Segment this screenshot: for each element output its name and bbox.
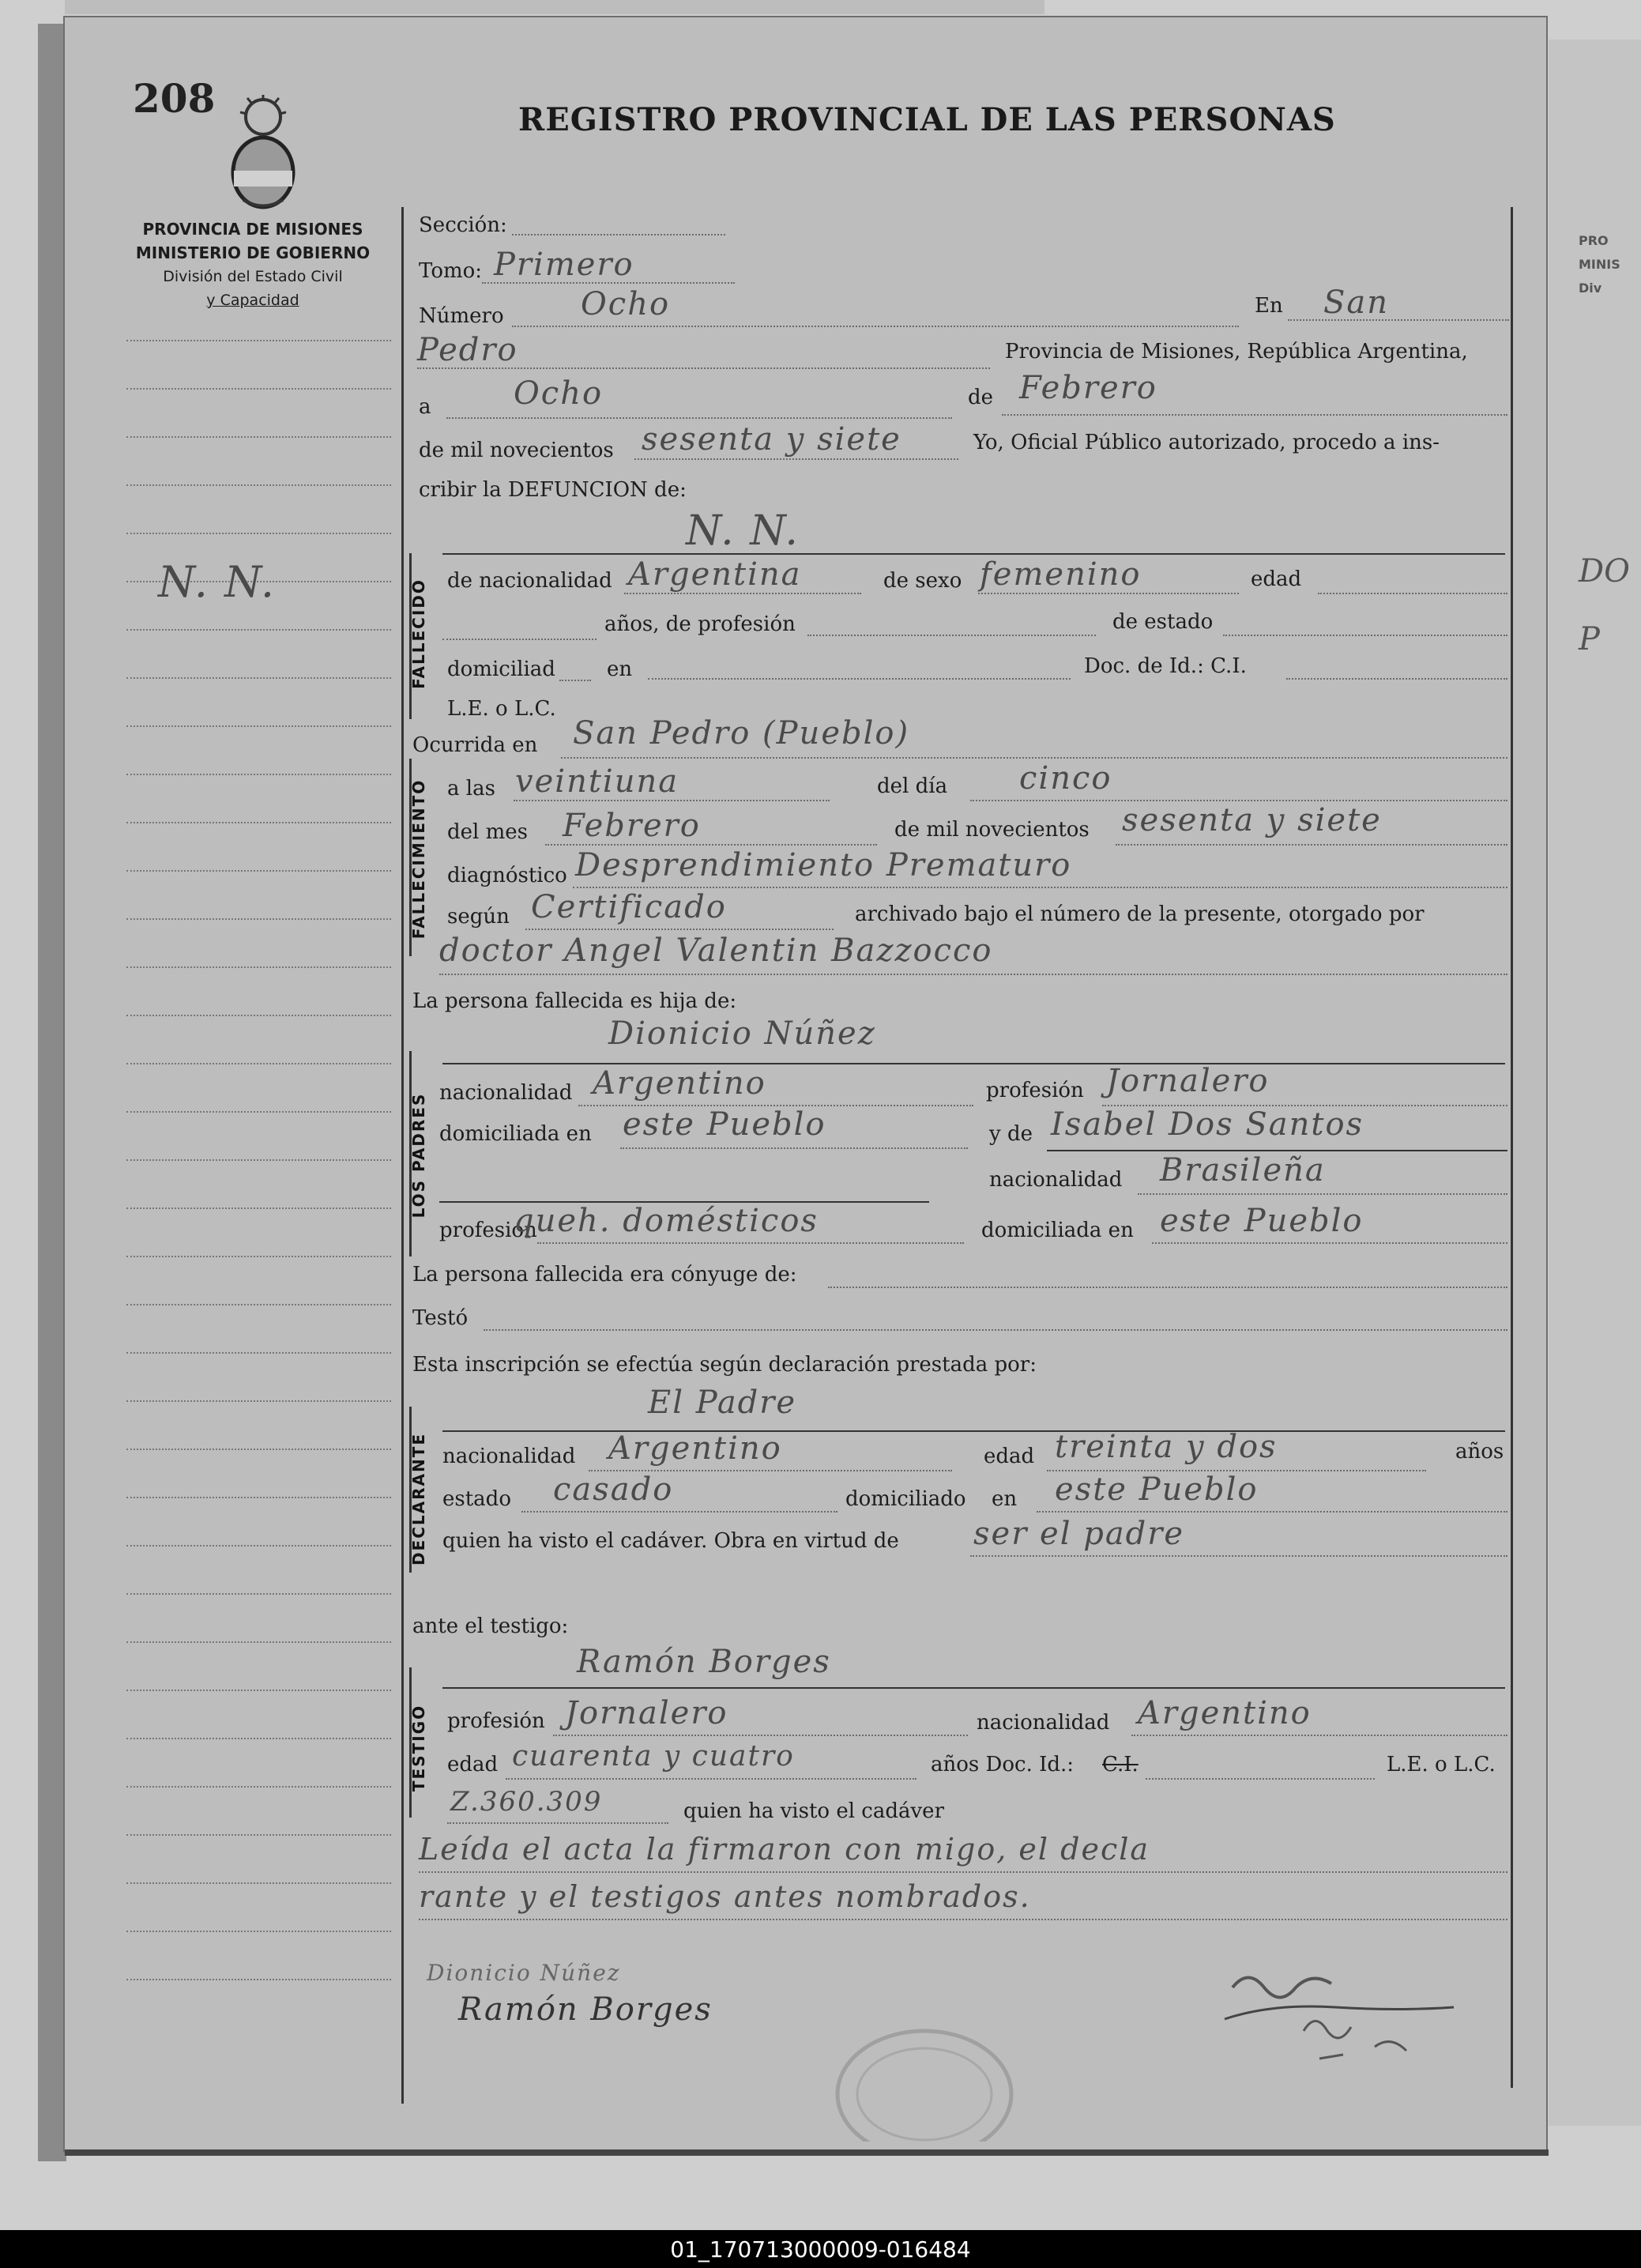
label-provincia: Provincia de Misiones, República Argentina, <box>1005 340 1468 364</box>
madre-dom-line <box>1152 1242 1507 1244</box>
label-numero: Número <box>419 304 504 328</box>
value-segun: Certificado <box>531 889 727 925</box>
margin-line <box>126 1931 391 1932</box>
signature-official <box>1217 1964 1470 2074</box>
label-madre-domiciliada: domiciliada en <box>981 1219 1134 1242</box>
label-decl-en: en <box>992 1487 1018 1511</box>
label-nacionalidad: de nacionalidad <box>447 569 612 593</box>
cierre-linea-1: Leída el acta la firmaron con migo, el decla <box>419 1832 1150 1867</box>
cierre-linea-2: rante y el testigos antes nombrados. <box>419 1879 1031 1914</box>
label-test-visto: quien ha visto el cadáver <box>683 1799 945 1823</box>
margin-line <box>126 918 391 920</box>
value-test-doc: Z.360.309 <box>450 1786 603 1818</box>
nombre-line <box>442 553 1505 555</box>
margin-line <box>126 388 391 390</box>
label-de-mil: de mil novecientos <box>419 439 614 462</box>
ocurrida-line <box>561 757 1507 759</box>
dia-line <box>970 800 1507 801</box>
label-test-edad: edad <box>447 1753 499 1776</box>
margin-line <box>126 1449 391 1450</box>
label-test-nacionalidad: nacionalidad <box>977 1711 1110 1735</box>
decl-estado-line <box>521 1511 837 1513</box>
margin-line <box>126 822 391 823</box>
signature-witness: Ramón Borges <box>458 1991 713 2028</box>
label-en: En <box>1255 294 1283 318</box>
page-number: 208 <box>133 75 216 122</box>
label-en2: en <box>607 657 633 681</box>
label-estado: de estado <box>1112 610 1214 634</box>
label-cribir: cribir la DEFUNCION de: <box>419 478 687 502</box>
value-medico: doctor Angel Valentin Bazzocco <box>439 932 993 969</box>
value-sexo: femenino <box>980 556 1142 593</box>
value-anio: sesenta y siete <box>642 421 901 458</box>
value-madre-nac: Brasileña <box>1160 1152 1326 1189</box>
margin-line <box>126 436 391 438</box>
mes-line <box>1002 414 1507 416</box>
seccion-line <box>512 234 725 235</box>
value-lugar: Pedro <box>417 332 518 368</box>
madre-prof-line <box>537 1242 964 1244</box>
margin-line <box>126 1834 391 1836</box>
label-decl-estado: estado <box>442 1487 511 1511</box>
value-nombre: N. N. <box>686 507 800 555</box>
declarante-line <box>442 1430 1505 1432</box>
margin-line <box>126 1352 391 1354</box>
value-madre: Isabel Dos Santos <box>1051 1106 1364 1143</box>
decl-dom-line <box>1037 1511 1507 1513</box>
margin-line <box>126 1063 391 1064</box>
margin-line <box>126 725 391 727</box>
anio-fall-line <box>1116 844 1507 846</box>
margin-line <box>126 533 391 534</box>
page-bottom-edge <box>65 2149 1549 2156</box>
margin-line <box>126 340 391 341</box>
label-seccion: Sección: <box>419 213 507 237</box>
margin-line <box>126 1207 391 1209</box>
cierre-line-1 <box>419 1871 1507 1873</box>
label-test-profesion: profesión <box>447 1709 545 1733</box>
virtud-line <box>970 1555 1507 1557</box>
value-decl-estado: casado <box>553 1471 674 1508</box>
margin-line <box>126 1256 391 1257</box>
margin-line <box>126 1400 391 1402</box>
label-y-de: y de <box>989 1122 1033 1146</box>
margin-line <box>126 1979 391 1980</box>
hora-line <box>514 800 830 801</box>
margin-line <box>126 870 391 872</box>
anio-line <box>634 458 958 460</box>
coat-of-arms-icon <box>220 93 307 212</box>
label-de-mil2: de mil novecientos <box>894 818 1090 842</box>
tab-declarante: DECLARANTE <box>409 1432 428 1566</box>
label-archivado: archivado bajo el número de la presente, otorgado por <box>855 902 1425 926</box>
tab-testigo: TESTIGO <box>409 1704 428 1792</box>
test-doc-line <box>1146 1778 1375 1780</box>
medico-line <box>439 974 1507 975</box>
value-ocurrida: San Pedro (Pueblo) <box>573 715 910 752</box>
value-mes: Febrero <box>1019 370 1157 406</box>
en-line <box>1288 319 1509 321</box>
label-test-le: L.E. o L.C. <box>1387 1753 1496 1776</box>
label-padre-profesion: profesión <box>986 1079 1084 1102</box>
tab-los-padres: LOS PADRES <box>409 1092 428 1219</box>
margin-line <box>126 1304 391 1305</box>
value-numero: Ocho <box>581 286 671 322</box>
margin-line <box>126 1786 391 1788</box>
label-decl-nacionalidad: nacionalidad <box>442 1445 576 1468</box>
label-sexo: de sexo <box>883 569 962 593</box>
label-le-lc: L.E. o L.C. <box>447 697 556 721</box>
label-hija-de: La persona fallecida es hija de: <box>412 989 737 1013</box>
sexo-line <box>978 593 1239 594</box>
nacionalidad-line <box>624 593 861 594</box>
conyuge-line <box>828 1287 1507 1288</box>
label-madre-nacionalidad: nacionalidad <box>989 1168 1123 1192</box>
margin-line <box>126 1159 391 1161</box>
domiciliad-suffix-line <box>559 680 591 681</box>
value-nacionalidad: Argentina <box>628 556 802 593</box>
label-decl-anos: años <box>1455 1440 1504 1464</box>
label-doc-id: Doc. de Id.: C.I. <box>1084 654 1247 678</box>
cierre-line-2 <box>419 1919 1507 1920</box>
profesion-line <box>807 635 1096 636</box>
margin-line <box>126 1497 391 1498</box>
estado-line <box>1223 635 1507 636</box>
margin-line <box>126 1641 391 1643</box>
label-padre-domiciliada: domiciliada en <box>439 1122 592 1146</box>
margin-line <box>126 1690 391 1691</box>
domicilio-line <box>648 678 1071 680</box>
value-decl-edad: treinta y dos <box>1055 1429 1278 1465</box>
margin-line <box>126 1593 391 1595</box>
value-padre: Dionicio Núñez <box>608 1015 876 1052</box>
label-anos-profesion: años, de profesión <box>604 612 796 636</box>
value-madre-dom: este Pueblo <box>1160 1203 1364 1239</box>
label-oficial: Yo, Oficial Público autorizado, procedo a ins- <box>973 431 1440 454</box>
margin-line <box>126 677 391 679</box>
label-decl-domiciliado: domiciliado <box>845 1487 966 1511</box>
madre-nac-line <box>1138 1193 1507 1195</box>
segun-line <box>525 929 834 930</box>
label-padre-nacionalidad: nacionalidad <box>439 1081 573 1105</box>
value-decl-dom: este Pueblo <box>1055 1471 1259 1508</box>
label-del-mes: del mes <box>447 820 528 844</box>
padre-line <box>442 1063 1505 1064</box>
value-testigo: Ramón Borges <box>577 1644 831 1680</box>
label-test-anos-doc: años Doc. Id.: <box>931 1753 1075 1776</box>
label-cadaver: quien ha visto el cadáver. Obra en virtud de <box>442 1529 899 1553</box>
margin-line <box>126 1111 391 1113</box>
label-segun: según <box>447 905 510 929</box>
form-left-rule <box>401 207 404 2104</box>
label-conyuge: La persona fallecida era cónyuge de: <box>412 1263 797 1287</box>
page-title: REGISTRO PROVINCIAL DE LAS PERSONAS <box>518 101 1336 138</box>
tab-fallecimiento: FALLECIMIENTO <box>409 778 428 940</box>
previous-page-edge <box>65 0 1044 14</box>
value-decl-nac: Argentino <box>608 1430 782 1467</box>
form-right-rule <box>1511 207 1513 2088</box>
label-del-dia: del día <box>877 774 948 798</box>
madre-line <box>1047 1150 1507 1151</box>
label-edad: edad <box>1251 567 1302 591</box>
label-domiciliad: domiciliad <box>447 657 555 681</box>
test-doc-number-line <box>447 1822 668 1824</box>
margin-line <box>126 966 391 968</box>
margin-line <box>126 629 391 631</box>
mes-fall-line <box>545 844 877 846</box>
issuing-authority: PROVINCIA DE MISIONES MINISTERIO DE GOBIERNO División del Estado Civil y Capacidad <box>135 220 371 309</box>
label-inscripcion: Esta inscripción se efectúa según declaración prestada por: <box>412 1353 1037 1377</box>
value-padre-dom: este Pueblo <box>623 1106 826 1143</box>
value-mes-fall: Febrero <box>563 808 701 844</box>
value-dia: cinco <box>1019 760 1112 797</box>
official-stamp <box>830 2023 1019 2142</box>
value-a: Ocho <box>514 375 604 412</box>
doc-line <box>1286 678 1507 680</box>
test-nac-line <box>1131 1735 1507 1736</box>
label-a: a <box>419 395 431 419</box>
diagnostico-line <box>573 887 1507 888</box>
a-line <box>446 417 952 419</box>
label-a-las: a las <box>447 777 495 801</box>
value-diagnostico: Desprendimiento Prematuro <box>575 847 1072 883</box>
value-tomo: Primero <box>494 247 634 283</box>
label-madre-profesion: profesión <box>439 1219 537 1242</box>
label-diagnostico: diagnóstico <box>447 864 567 887</box>
next-page-fragment: PRO MINIS Div DO P <box>1579 233 1630 657</box>
value-anio-fall: sesenta y siete <box>1122 802 1382 838</box>
label-test-ci: C.I. <box>1102 1753 1139 1776</box>
margin-line <box>126 1738 391 1739</box>
test-edad-line <box>506 1778 916 1780</box>
value-madre-prof: queh. domésticos <box>514 1203 819 1239</box>
numero-line <box>512 326 1239 327</box>
value-en: San <box>1323 284 1390 321</box>
margin-line <box>126 1882 391 1884</box>
margin-line <box>126 774 391 775</box>
label-testigo: ante el testigo: <box>412 1614 569 1638</box>
signature-father: Dionicio Núñez <box>427 1960 621 1986</box>
label-ocurrida: Ocurrida en <box>412 733 538 757</box>
value-test-edad: cuarenta y cuatro <box>512 1740 795 1773</box>
document-id: 01_170713000009-016484 <box>670 2236 971 2262</box>
value-padre-prof: Jornalero <box>1106 1063 1270 1099</box>
value-padre-nac: Argentino <box>593 1065 766 1102</box>
margin-line <box>126 1015 391 1016</box>
book-spine <box>38 24 66 2161</box>
edad-line <box>1318 593 1507 594</box>
value-hora: veintiuna <box>515 763 679 800</box>
label-testo: Testó <box>412 1306 469 1330</box>
margin-line <box>126 484 391 486</box>
testigo-line <box>442 1687 1505 1689</box>
margin-line <box>126 1545 391 1547</box>
value-test-nac: Argentino <box>1138 1695 1312 1731</box>
tab-fallecido: FALLECIDO <box>409 578 428 689</box>
label-tomo: Tomo: <box>419 259 483 283</box>
label-decl-edad: edad <box>984 1445 1035 1468</box>
padre-dom-line <box>620 1147 968 1149</box>
value-test-prof: Jornalero <box>565 1695 728 1731</box>
margin-note: N. N. <box>158 557 277 607</box>
value-decl-virtud: ser el padre <box>973 1516 1185 1552</box>
value-declarante: El Padre <box>648 1385 797 1421</box>
test-prof-line <box>553 1735 968 1736</box>
testo-line <box>484 1329 1507 1331</box>
label-de: de <box>968 386 994 409</box>
edad2-line <box>442 639 597 640</box>
